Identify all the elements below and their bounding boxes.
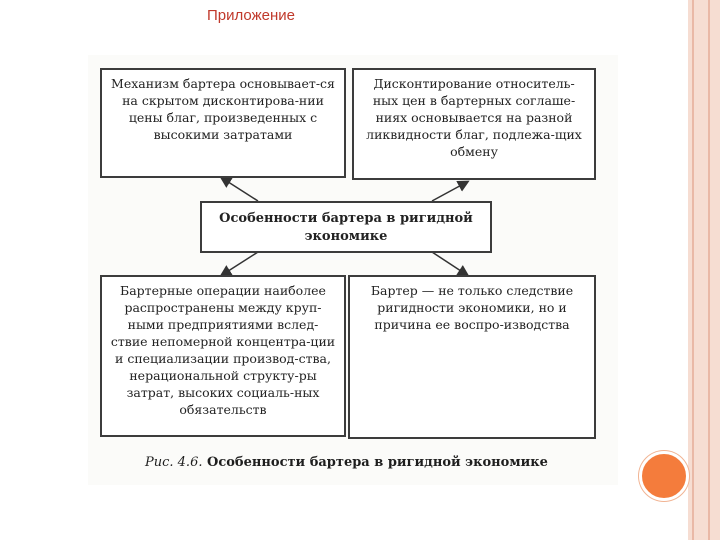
caption-text: Особенности бартера в ригидной экономике	[207, 455, 548, 470]
box-top-right: Дисконтирование относитель-ных цен в бартерных соглаше-ниях основывается на разной ликвидности благ, подлежа-щих обмену	[352, 68, 596, 180]
arrow-to-top-left	[222, 178, 258, 201]
slide-title: Приложение	[207, 7, 295, 24]
box-center: Особенности бартера в ригидной экономике	[200, 201, 492, 253]
figure-caption	[145, 455, 548, 470]
arrow-to-bottom-left	[222, 252, 258, 275]
arrow-to-bottom-right	[432, 252, 467, 275]
box-bottom-right: Бартер — не только следствие ригидности экономики, но и причина ее воспро-изводства	[348, 275, 596, 439]
box-bottom-left: Бартерные операции наиболее распространены между круп-ными предприятиями вслед-ствие непомерной концентра-ции и специализации производ-ства, нерациональной структу-ры затрат, высоких социаль-ных обязательств	[100, 275, 346, 437]
arrow-to-top-right	[432, 182, 467, 201]
box-top-left: Механизм бартера основывает-ся на скрытом дисконтирова-нии цены благ, произведенных с высокими затратами	[100, 68, 346, 178]
caption-label: Рис. 4.6.	[145, 455, 203, 470]
